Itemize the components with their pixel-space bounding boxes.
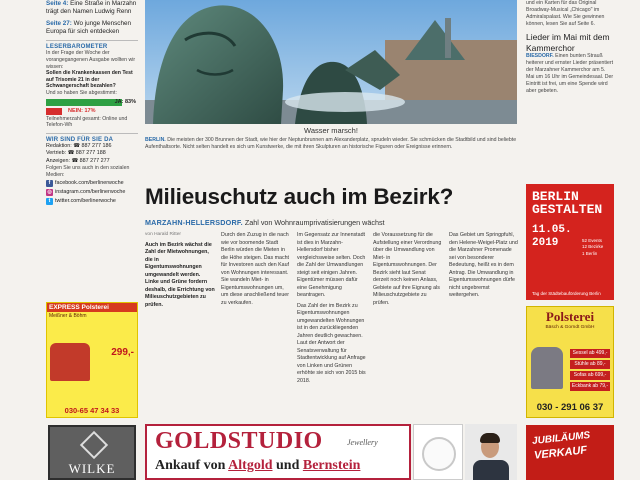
social-instagram[interactable] [46,188,138,196]
article-paragraph: Das Gebiet um Springpfuhl, den Helene-Weigel-Platz und die Marzahner Promenade sei von besonderer Bedeutung, heißt es in dem Antrag. Die Umwandlung in Eigentumswohnungen dürfe nicht ungebremst weitergehen. [449,232,518,299]
article-paragraph: Durch den Zuzug in die nach wie vor boomende Stadt Berlin würden die Mieten in die Höhe steigen. Das macht für Investoren auch den Kauf von Wohnungen interessant. Sie wandeln Miet- in Eigentumswohnungen um, um diese anschließend teuer zu verkaufen. [221,232,290,306]
poll-no-bar [46,108,62,115]
twitter-icon: t [46,198,53,205]
kammerchor-ref: BIESDORF. [526,53,554,60]
article-paragraph: Das Zahl der im Bezirk zu Eigentumswohnungen umgewandelten Wohnungen ist in den zurückliegenden Jahren deutlich gewachsen. Laut der Antwort der Senatsverwaltung für Stadtentwicklung auf Anfrage von Linken und Grünen erhöhte sie sich von 2015 bis 2018. [297,302,366,384]
berlin-gestalten-ad[interactable] [526,184,614,300]
caption-ref: BERLIN. [145,137,166,143]
ad-fact: 52 Events [582,238,603,243]
contact-box [46,133,138,205]
tag-highlight: Bernstein [302,458,361,473]
social-link: facebook.com/berlinerwoche [55,180,124,187]
ad-fact: 1 Berlin [582,250,598,256]
ad-footer: Tag der Städtebauförderung Berlin [532,291,601,296]
teaser-text: Wo junge Menschen Europa für sich entdecken [46,20,131,36]
ad-phone: 030-65 47 34 33 [64,406,120,415]
social-facebook[interactable] [46,179,138,187]
poll-question: Sollen die Krankenkassen den Test auf Trisomie 21 in der Schwangerschaft bezahlen? [46,70,133,90]
social-twitter[interactable] [46,197,138,205]
poll-intro: In der Frage der Woche der vorangegangenen Ausgabe wollten wir wissen: [46,50,136,70]
article-subhead-text: Zahl von Wohnraumprivatisierungen wächst [244,218,385,227]
article-lead: Auch im Bezirk wächst die Zahl der Mietwohnungen, die in Eigentumswohnungen umgewandelt werden. Linke und Grüne fordern deshalb, die Errichtung von Milieuschutzgebieten zu prüfen. [145,241,215,308]
article-headline[interactable]: Milieuschutz auch im Bezirk? [145,184,454,209]
poll-title: LESERBAROMETER [46,40,138,50]
article-column-5 [449,232,519,303]
ad-line-berlin [532,190,602,216]
watch-face-icon [422,437,456,471]
teaser-page-27[interactable] [46,20,138,36]
photo-illustration [145,0,517,124]
contact-title: WIR SIND FÜR SIE DA [46,133,138,143]
social-link: instagram.com/berlinerwoche [55,189,126,196]
teaser-ref: Seite 27: [46,20,72,28]
contact-editorial[interactable]: Redaktion: ☎ 887 277 186 [46,143,112,150]
left-sidebar [46,0,138,480]
wilke-logo: WILKE [68,461,116,476]
armchair-image [531,347,563,389]
photo-caption [145,137,517,151]
neptune-fountain-photo [145,0,517,124]
poll-no-row [46,108,138,115]
armchair-image [50,343,90,381]
ad-year: 2019 [532,237,559,249]
contact-distribution[interactable]: Vertrieb: ☎ 887 277 188 [46,150,106,157]
ad-line-2: GESTALTEN [532,202,603,217]
teaser-text: Eine Straße in Marzahn trägt den Namen Ludwig Renn [46,0,137,16]
goldstudio-script: Jewellery [347,438,378,447]
ad-header: EXPRESS Polsterei [47,303,137,312]
tag-mid: und [272,458,303,473]
price-tag: Sofas ab 699,- [570,371,610,380]
watch-image [413,424,463,480]
kammerchor-text: Einen bunten Strauß heiterer und ernster Lieder präsentiert der Marzahner Kammerchor am 5. Mai um 16 Uhr im Gemeindesaal. Der Eintritt ist frei, um eine Spende wird aber gebeten. [526,53,614,95]
poll-yes-label: JA: 83% [114,98,136,105]
contact-ads[interactable]: Anzeigen: ☎ 887 277 277 [46,157,110,164]
poll-no-label: NEIN: 17% [68,107,96,114]
ad-price: 299,- [111,347,134,358]
goldstudio-brand: GOLDSTUDIO [155,428,323,454]
promo-text: und ein Karten für das Original Broadway-Musical „Chicago" im Admiralspalast. Wie Sie gewinnen können, lesen Sie auf Seite 6. [526,0,605,28]
kammerchor-headline[interactable]: Lieder im Mai mit dem Kammerchor [526,32,610,53]
article-byline: von Harald Ritter [145,232,181,237]
ad-subheader: Meißner & Böhm [49,313,87,319]
facebook-icon: f [46,180,53,187]
article-column-3 [297,232,367,388]
article-column-2 [221,232,291,310]
poll-yes-bar [46,99,122,106]
polsterei-ad[interactable] [526,306,614,418]
poll-yes-row [46,99,138,106]
ad-line-1: BERLIN [532,189,579,204]
person-photo [465,424,517,480]
person-hair [480,433,500,443]
goldstudio-ad[interactable] [145,424,411,480]
article-paragraph: die Voraussetzung für die Aufstellung einer Verordnung über die Umwandlung von Miet- in Eigentumswohnungen. Der Bezirk sieht laut Senat derzeit noch keinen Anlass, Gebiete auf ihre Eignung als Milieuschutzgebiete zu prüfen. [373,232,442,306]
poll-note: Teilnehmerzahl gesamt: Online und Telefon-Wh [46,115,128,129]
wilke-ad[interactable] [48,425,136,480]
teaser-ref: Seite 4: [46,0,69,7]
teaser-page-4[interactable] [46,0,138,16]
photo-caption-headline: Wasser marsch! [304,126,358,135]
jubilaeums-verkauf-ad[interactable] [526,425,614,480]
article-column-1 [145,232,215,312]
jubi-line-2: VERKAUF [533,444,588,462]
tag-highlight: Altgold [228,458,273,473]
jubi-line-1: JUBILÄUMS [531,429,591,448]
price-tag: Sessel ab 499,- [570,349,610,358]
poll-answer-intro: Und so haben Sie abgestimmt: [46,90,117,97]
polsterei-title: Polsterei [545,309,595,324]
instagram-icon: ◎ [47,188,52,195]
contact-follow: Folgen Sie uns auch in den sozialen Medien: [46,164,130,178]
article-subhead [145,218,519,227]
wilke-emblem-icon [80,431,108,459]
ad-fact: 12 Bezirke [582,244,604,250]
article-district: MARZAHN-HELLERSDORF. [145,218,243,227]
goldstudio-tagline [155,458,360,474]
tag-prefix: Ankauf von [155,458,229,473]
express-polsterei-ad[interactable] [46,302,138,418]
ad-facts [582,238,603,257]
kammerchor-body [526,53,614,95]
person-body [473,460,509,480]
polsterei-phone: 030 - 291 06 37 [536,402,604,413]
article-column-4 [373,232,443,310]
reader-poll [46,40,138,129]
article-paragraph: Im Gegensatz zur Innenstadt ist dies in Marzahn-Hellersdorf bisher vergleichsweise selten. Doch die Zahl der Umwandlungen steigt seit einigen Jahren. Eigentümer müssen dafür eine Genehmigung beantragen. [297,232,366,299]
price-tag: Stühle ab 89,- [570,360,610,369]
caption-body: Die meisten der 300 Brunnen der Stadt, wie hier der Neptunbrunnen am Alexanderplatz, sprudeln wieder. Sie schmücken die Stadtbild und sind beliebte Aufenthaltsorte. Nicht selten handelt es sich um Kunstwerke, die mit ihren Skulpturen an historische Figuren oder Ereignisse erinnern. [145,137,517,150]
right-column [526,0,614,95]
price-tag: Eckbank ab 79,- [571,383,609,389]
social-link: twitter.com/berlinerwoche [55,198,116,205]
polsterei-sub: Bäsch & Gorndt GmbH [545,325,595,330]
ad-date: 11.05. [532,224,572,236]
